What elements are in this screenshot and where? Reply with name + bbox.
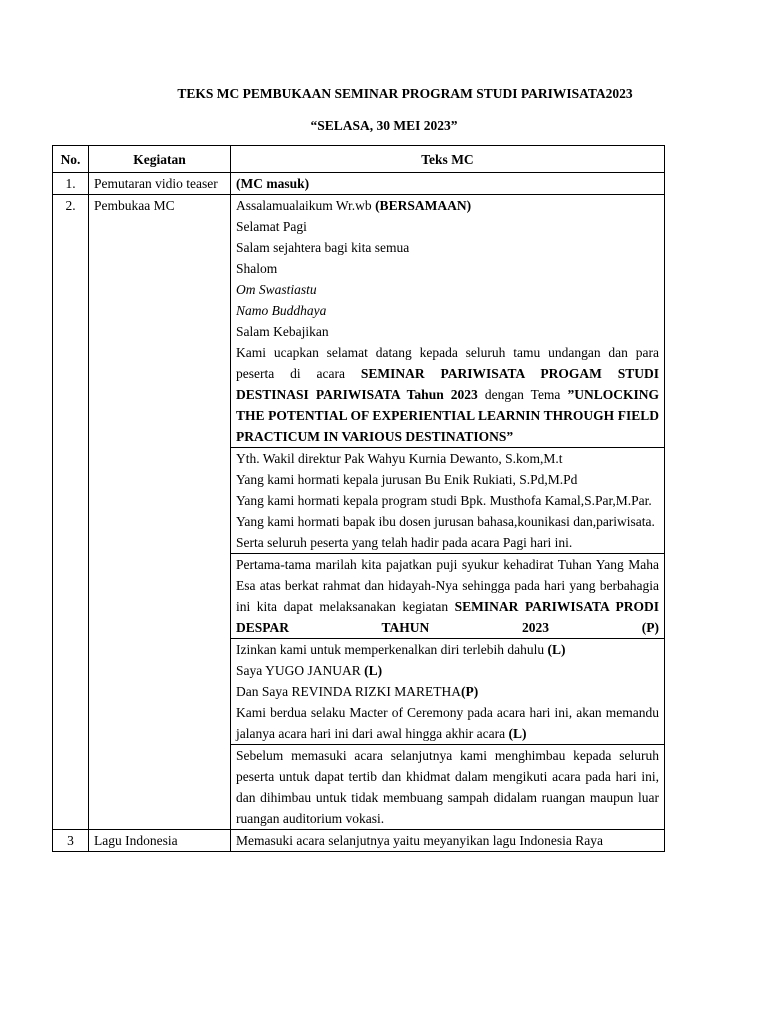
honorific-line: Yang kami hormati bapak ibu dosen jurusan bahasa,kounikasi dan,pariwisata. — [236, 514, 655, 529]
row-text: (MC masuk) — [231, 173, 665, 195]
honorific-line: Yth. Wakil direktur Pak Wahyu Kurnia Dewanto, S.kom,M.t — [236, 451, 563, 466]
greeting-line: Selamat Pagi — [236, 219, 307, 234]
document-date: “SELASA, 30 MEI 2023” — [310, 118, 458, 133]
honorific-line: Serta seluruh peserta yang telah hadir pada acara Pagi hari ini. — [236, 535, 573, 550]
greetings-cell — [231, 195, 665, 448]
table-row — [53, 830, 665, 852]
header-teks-mc: Teks MC — [231, 146, 665, 173]
document-title: TEKS MC PEMBUKAAN SEMINAR PROGRAM STUDI PARIWISATA2023 — [177, 86, 633, 101]
table-row — [53, 195, 665, 448]
greeting-line: Shalom — [236, 261, 278, 276]
mc-script-table — [52, 145, 665, 852]
appeal-text: Sebelum memasuki acara selanjutnya kami menghimbau kepada seluruh peserta untuk dapat tertib dan khidmat dalam mengikuti acara pada hari ini, dan dihimbau untuk tidak membuang sampah didalam ruangan maupun luar ruangan auditorium vokasi. — [236, 748, 659, 826]
row-activity: Pembukaa MC — [89, 195, 231, 830]
row-activity: Lagu Indonesia — [89, 830, 231, 852]
cue-label: (P) — [460, 684, 479, 699]
honorifics-cell — [231, 448, 665, 554]
appeal-cell — [231, 745, 665, 830]
introduction-cell: Izinkan kami untuk memperkenalkan diri terlebih dahulu (L) Saya YUGO JANUAR (L) Dan Saya REVINDA RIZKI MARETHA(P) Kami berdua selaku Macter of Ceremony pada acara hari ini, akan memandu jalanya acara hari ini dari awal hingga akhir acara (L) — [231, 639, 665, 745]
row-text: Memasuki acara selanjutnya yaitu meyanyikan lagu Indonesia Raya — [231, 830, 665, 852]
table-header-row — [53, 146, 665, 173]
gratitude-text: Pertama-tama marilah kita pajatkan puji syukur kehadirat Tuhan Yang Maha Esa atas berkat rahmat dan hidayah-Nya sehingga pada hari yang berbahagia ini kita dapat melaksanakan kegiatan — [236, 557, 659, 614]
greeting-line: Salam sejahtera bagi kita semua — [236, 240, 410, 255]
gratitude-cell — [231, 554, 665, 639]
header-kegiatan: Kegiatan — [89, 146, 231, 173]
honorific-line: Yang kami hormati kepala program studi Bpk. Musthofa Kamal,S.Par,M.Par. — [236, 493, 652, 508]
header-no: No. — [53, 146, 89, 173]
row-number: 3 — [53, 830, 89, 852]
welcome-paragraph: Kami ucapkan selamat datang kepada seluruh tamu undangan dan para peserta di acara SEMINAR PARIWISATA PROGAM STUDI DESTINASI PARIWISATA Tahun 2023 dengan Tema ”UNLOCKING THE POTENTIAL OF EXPERIENTIAL LEARNIN THROUGH FIELD PRACTICUM IN VARIOUS DESTINATIONS” — [236, 345, 660, 444]
table-row — [53, 173, 665, 195]
row-activity: Pemutaran vidio teaser — [89, 173, 231, 195]
event-name: SEMINAR PARIWISATA PRODI DESPAR TAHUN 2023 (P) — [236, 599, 659, 635]
greeting-line: Namo Buddhaya — [236, 303, 327, 318]
cue-label: (L) — [364, 663, 383, 678]
cue-label: (L) — [547, 642, 566, 657]
greeting-line: Assalamualaikum Wr.wb — [236, 198, 376, 213]
greeting-line: Salam Kebajikan — [236, 324, 329, 339]
cue-label: (L) — [508, 726, 527, 741]
row-number: 2. — [53, 195, 89, 830]
cue-label: (BERSAMAAN) — [375, 198, 472, 213]
greeting-line: Om Swastiastu — [236, 282, 317, 297]
row-number: 1. — [53, 173, 89, 195]
honorific-line: Yang kami hormati kepala jurusan Bu Enik Rukiati, S.Pd,M.Pd — [236, 472, 578, 487]
